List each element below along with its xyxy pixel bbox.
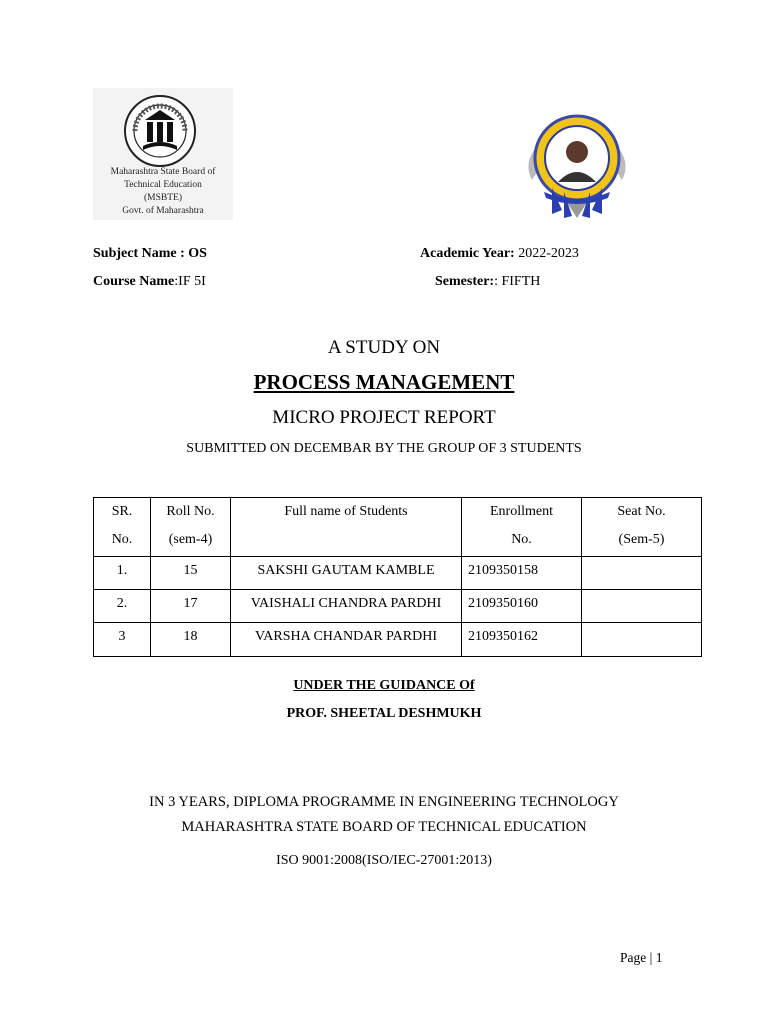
subject-name [93,246,207,262]
guide-name: PROF. SHEETAL DESHMUKH [286,706,482,721]
msbte-line-3: (MSBTE) [144,193,182,203]
header-roll: Roll No. (sem-4) [151,498,231,557]
cell-roll: 17 [151,590,231,623]
study-on-heading: A STUDY ON [327,337,441,358]
submitted-line: SUBMITTED ON DECEMBAR BY THE GROUP OF 3 STUDENTS [186,441,582,456]
cell-enrollment: 2109350158 [462,557,582,590]
header-name: Full name of Students [231,498,462,557]
course-name-label: Course Name [93,274,175,289]
students-table [93,497,702,657]
msbte-seal-icon [123,94,197,168]
course-name [93,274,206,290]
iso-line: ISO 9001:2008(ISO/IEC-27001:2013) [276,853,492,868]
header-sr: SR. No. [94,498,151,557]
cell-name: VAISHALI CHANDRA PARDHI [231,590,462,623]
cell-seat [582,590,702,623]
course-name-value: :IF 5I [174,274,206,289]
table-row [94,557,702,590]
report-title [0,370,768,395]
academic-year-value: 2022-2023 [514,246,579,261]
msbte-line-4: Govt. of Maharashtra [122,206,204,216]
board-line: MAHARASHTRA STATE BOARD OF TECHNICAL EDUCATION [181,819,587,835]
report-subtitle: MICRO PROJECT REPORT [272,407,496,428]
table-row [94,590,702,623]
cell-sr: 2. [94,590,151,623]
msbte-logo-text [93,166,233,218]
semester-value: : FIFTH [494,274,541,289]
cell-sr: 1. [94,557,151,590]
cell-enrollment: 2109350162 [462,623,582,657]
msbte-line-2: Technical Education [124,180,202,190]
cell-roll: 18 [151,623,231,657]
cell-seat [582,623,702,657]
cell-sr: 3 [94,623,151,657]
academic-year-label: Academic Year: [420,246,515,261]
cell-name: VARSHA CHANDAR PARDHI [231,623,462,657]
header-seat: Seat No. (Sem-5) [582,498,702,557]
table-row [94,623,702,657]
report-title-text: PROCESS MANAGEMENT [253,370,515,394]
header-enrollment: Enrollment No. [462,498,582,557]
academic-year [420,246,579,262]
table-header-row [94,498,702,557]
cell-seat [582,557,702,590]
cell-name: SAKSHI GAUTAM KAMBLE [231,557,462,590]
diploma-line: IN 3 YEARS, DIPLOMA PROGRAMME IN ENGINEERING TECHNOLOGY [149,794,619,810]
guidance-label: UNDER THE GUIDANCE Of [293,678,475,693]
cell-enrollment: 2109350160 [462,590,582,623]
semester-label: Semester: [435,274,495,289]
page-number: Page | 1 [620,950,663,965]
subject-name-label: Subject Name : OS [93,246,207,261]
cell-roll: 15 [151,557,231,590]
college-emblem-icon [522,110,632,222]
msbte-line-1: Maharashtra State Board of [110,167,216,177]
semester [435,274,540,290]
msbte-logo [93,88,233,220]
